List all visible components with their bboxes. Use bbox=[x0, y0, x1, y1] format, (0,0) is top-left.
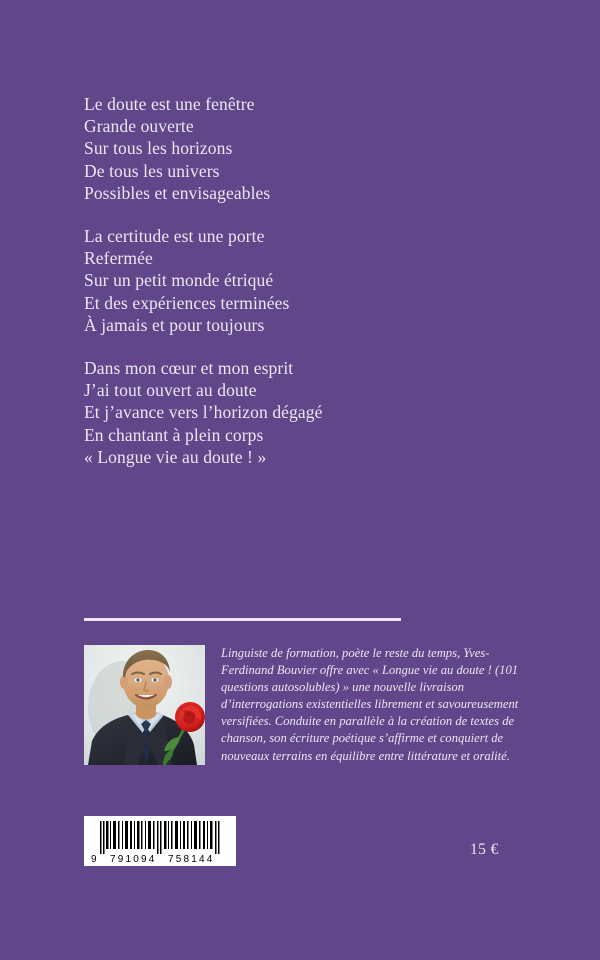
price-label: 15 € bbox=[470, 841, 499, 858]
barcode-digits-middle: 791094 bbox=[110, 854, 157, 864]
poem-line: Sur un petit monde étriqué bbox=[84, 270, 274, 291]
isbn-barcode bbox=[84, 816, 236, 866]
poem-line: Le doute est une fenêtre bbox=[84, 94, 255, 114]
poem-line: Dans mon cœur et mon esprit bbox=[84, 358, 294, 379]
poem-line: « Longue vie au doute ! » bbox=[84, 446, 267, 467]
poem-line: Et des expériences terminées bbox=[84, 292, 290, 313]
poem-line: Possibles et envisageables bbox=[84, 182, 271, 203]
poem-stanza bbox=[84, 93, 504, 204]
poem-line: Grande ouverte bbox=[84, 116, 194, 137]
poem-line: En chantant à plein corps bbox=[84, 424, 264, 445]
horizontal-divider bbox=[84, 618, 401, 621]
poem-line: Et j’avance vers l’horizon dégagé bbox=[84, 402, 323, 423]
poem-stanza bbox=[84, 225, 504, 336]
barcode-digit-left: 9 bbox=[91, 854, 97, 864]
poem-line: Sur tous les horizons bbox=[84, 138, 233, 159]
poem-line: J’ai tout ouvert au doute bbox=[84, 380, 257, 401]
author-block bbox=[84, 645, 521, 765]
author-bio-text: Linguiste de formation, poète le reste du temps, Yves-Ferdinand Bouvier offre avec « Longue vie au doute ! (101 questions autosolubles) » une nouvelle livraison d’interrogations existentielles librement et savoureusement versifiées. Conduite en parallèle à la création de textes de chanson, son écriture poétique s’affirme et conquiert de nouveaux terrains en équilibre entre littérature et oralité. bbox=[221, 646, 519, 763]
poem-text-block bbox=[84, 93, 504, 468]
poem-stanza bbox=[84, 357, 504, 468]
poem-line: Refermée bbox=[84, 248, 153, 269]
barcode-digits-right: 758144 bbox=[168, 854, 215, 864]
poem-line: À jamais et pour toujours bbox=[84, 314, 265, 335]
poem-line: La certitude est une porte bbox=[84, 226, 265, 247]
poem-line: De tous les univers bbox=[84, 160, 220, 181]
author-photo bbox=[84, 645, 205, 765]
